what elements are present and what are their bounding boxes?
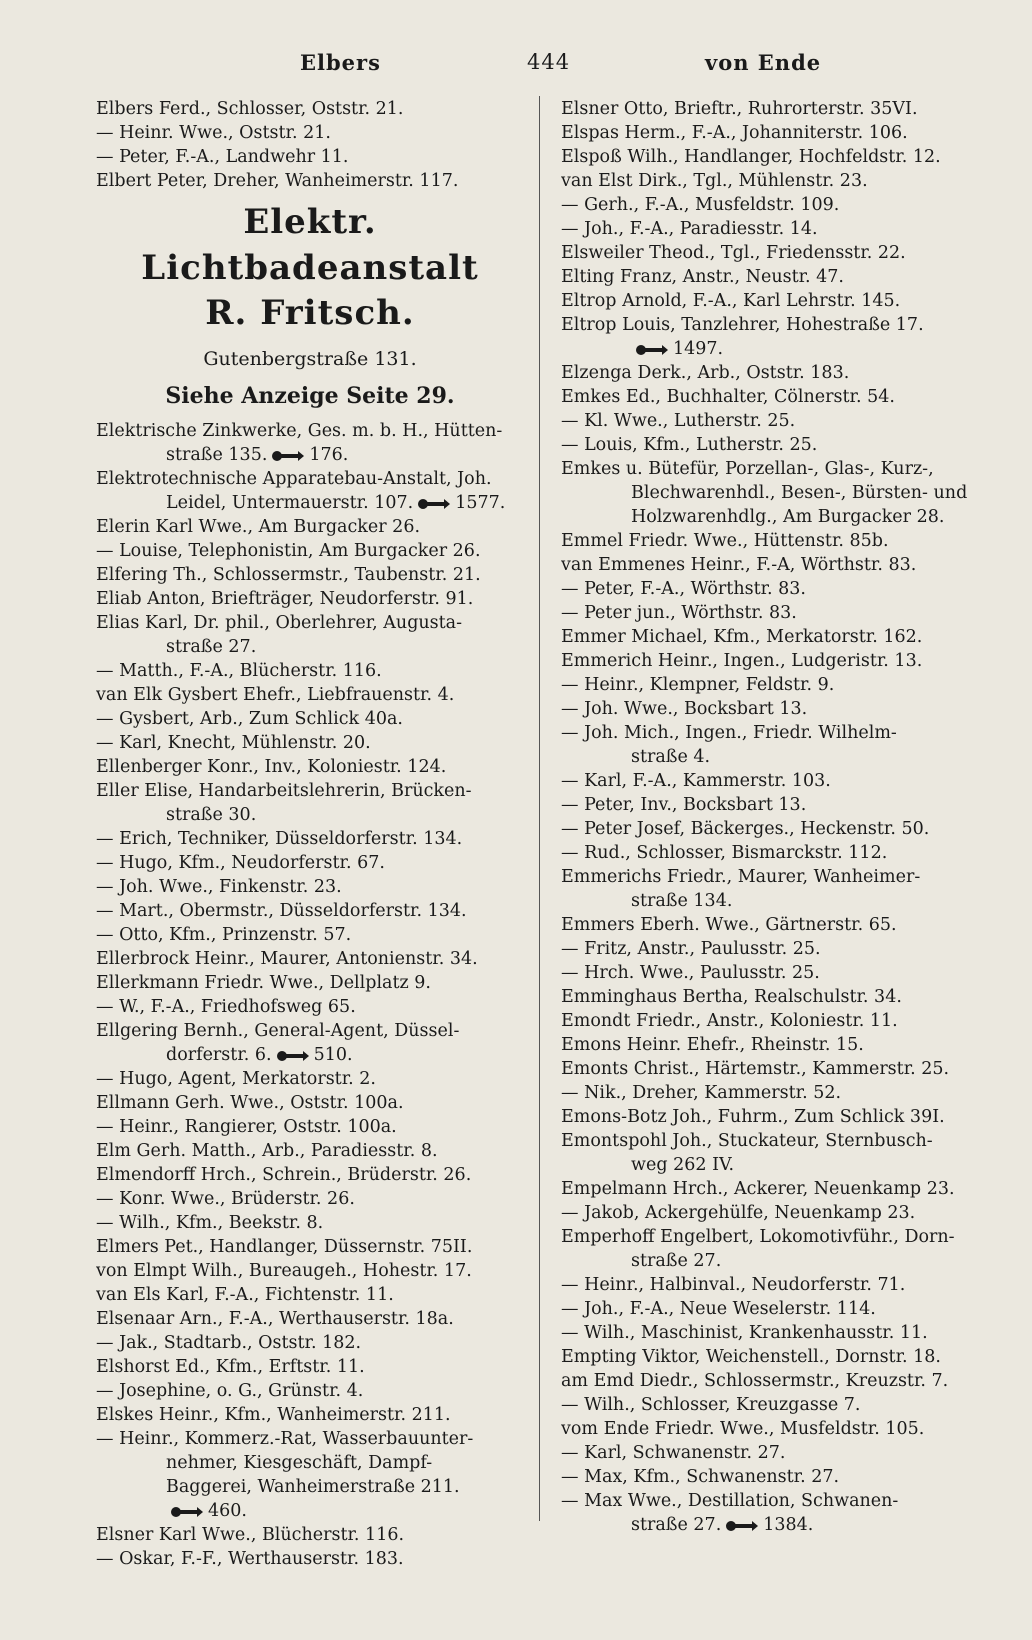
entry-text: van Elst Dirk., Tgl., Mühlenstr. 23.	[561, 171, 868, 191]
entry-continuation: Holzwarenhdlg., Am Burgacker 28.	[631, 507, 945, 527]
telephone-number: 510.	[313, 1045, 353, 1065]
entry-text: Emmerichs Friedr., Maurer, Wanheimer-	[561, 867, 921, 887]
entry-text: — W., F.-A., Friedhofsweg 65.	[96, 997, 356, 1017]
directory-entry	[96, 1211, 524, 1235]
entry-text: Empelmann Hrch., Ackerer, Neuenkamp 23.	[561, 1179, 955, 1199]
directory-entry	[561, 121, 993, 145]
entry-text: Emons-Botz Joh., Fuhrm., Zum Schlick 39I.	[561, 1107, 945, 1127]
directory-entry	[561, 1105, 993, 1129]
entry-text: Elspas Herm., F.-A., Johanniterstr. 106.	[561, 123, 908, 143]
directory-entry	[96, 995, 524, 1019]
page-number: 444	[527, 50, 571, 74]
telephone-icon	[170, 1506, 204, 1518]
entry-text: — Joh., F.-A., Paradiesstr. 14.	[561, 219, 818, 239]
directory-entry	[561, 577, 993, 601]
entry-text: Elbers Ferd., Schlosser, Oststr. 21.	[96, 99, 404, 119]
directory-entry	[561, 1345, 993, 1369]
entry-text: Emons Heinr. Ehefr., Rheinstr. 15.	[561, 1035, 864, 1055]
entry-text: Elbert Peter, Dreher, Wanheimerstr. 117.	[96, 171, 459, 191]
entry-text: — Gysbert, Arb., Zum Schlick 40a.	[96, 709, 403, 729]
telephone-icon	[635, 344, 669, 356]
entry-text: — Matth., F.-A., Blücherstr. 116.	[96, 661, 382, 681]
entry-text: — Joh. Mich., Ingen., Friedr. Wilhelm-	[561, 723, 897, 743]
directory-entry	[96, 1499, 524, 1523]
entry-text: — Gerh., F.-A., Musfeldstr. 109.	[561, 195, 840, 215]
directory-entry	[561, 913, 993, 937]
entry-text: — Joh. Wwe., Bocksbart 13.	[561, 699, 808, 719]
telephone-icon	[271, 450, 305, 462]
directory-entry	[561, 625, 993, 649]
entry-continuation: straße 135. 176.	[166, 445, 349, 465]
directory-entry	[96, 169, 524, 193]
entry-text: — Kl. Wwe., Lutherstr. 25.	[561, 411, 796, 431]
directory-entry	[561, 649, 993, 673]
directory-entry	[561, 1129, 993, 1177]
entry-text: Elektrische Zinkwerke, Ges. m. b. H., Hütten-	[96, 421, 503, 441]
directory-entry	[96, 1355, 524, 1379]
entry-continuation: straße 30.	[166, 805, 257, 825]
entry-text: — Wilh., Kfm., Beekstr. 8.	[96, 1213, 324, 1233]
entry-text: Eller Elise, Handarbeitslehrerin, Brücken-	[96, 781, 472, 801]
directory-entry	[561, 1417, 993, 1441]
telephone-icon	[725, 1520, 759, 1532]
entry-text: Elting Franz, Anstr., Neustr. 47.	[561, 267, 844, 287]
directory-entry	[96, 1163, 524, 1187]
directory-entry	[561, 1009, 993, 1033]
directory-entry	[561, 145, 993, 169]
entry-text: Elspoß Wilh., Handlanger, Hochfeldstr. 12.	[561, 147, 941, 167]
ad-reference: Siehe Anzeige Seite 29.	[165, 383, 455, 409]
telephone-number: 460.	[208, 1501, 247, 1521]
directory-entry	[96, 1523, 524, 1547]
entry-text: van Elk Gysbert Ehefr., Liebfrauenstr. 4.	[96, 685, 455, 705]
entry-continuation: Blechwarenhdl., Besen-, Bürsten- und	[631, 483, 968, 503]
directory-entry	[561, 961, 993, 985]
directory-entry	[561, 1225, 993, 1273]
directory-entry	[96, 121, 524, 145]
directory-entry	[96, 731, 524, 755]
entry-text: — Mart., Obermstr., Düsseldorferstr. 134.	[96, 901, 467, 921]
entry-text: von Elmpt Wilh., Bureaugeh., Hohestr. 17.	[96, 1261, 472, 1281]
entry-text: Elm Gerh. Matth., Arb., Paradiesstr. 8.	[96, 1141, 438, 1161]
entry-text: — Otto, Kfm., Prinzenstr. 57.	[96, 925, 352, 945]
telephone-number: 1577.	[455, 493, 506, 513]
directory-entry	[96, 1475, 524, 1499]
directory-entry	[561, 793, 993, 817]
entry-continuation: straße 27. 1384.	[631, 1515, 814, 1535]
telephone-number: 176.	[309, 445, 349, 465]
entry-text: — Louise, Telephonistin, Am Burgacker 26.	[96, 541, 481, 561]
entry-text: — Konr. Wwe., Brüderstr. 26.	[96, 1189, 355, 1209]
directory-entry	[561, 433, 993, 457]
directory-entry	[561, 1489, 993, 1537]
directory-entry	[96, 1331, 524, 1355]
directory-entry	[561, 1321, 993, 1345]
directory-entry	[561, 265, 993, 289]
directory-entry	[561, 217, 993, 241]
directory-entry	[561, 553, 993, 577]
directory-entry	[96, 659, 524, 683]
entry-text: — Nik., Dreher, Kammerstr. 52.	[561, 1083, 842, 1103]
directory-entry	[561, 1057, 993, 1081]
directory-entry	[561, 1273, 993, 1297]
entry-text: — Peter jun., Wörthstr. 83.	[561, 603, 797, 623]
directory-entry	[561, 1369, 993, 1393]
entry-text: Emminghaus Bertha, Realschulstr. 34.	[561, 987, 902, 1007]
entry-continuation: straße 27.	[166, 637, 257, 657]
directory-entry	[96, 145, 524, 169]
telephone-number: 1384.	[763, 1515, 814, 1535]
entry-text: — Louis, Kfm., Lutherstr. 25.	[561, 435, 818, 455]
entry-text: Ellmann Gerh. Wwe., Oststr. 100a.	[96, 1093, 404, 1113]
left-column	[96, 97, 524, 1571]
entry-continuation	[561, 337, 993, 361]
directory-entry	[561, 241, 993, 265]
telephone-number: 1497.	[673, 339, 724, 359]
directory-entry	[96, 1019, 524, 1067]
entry-text: — Erich, Techniker, Düsseldorferstr. 134.	[96, 829, 463, 849]
directory-entry	[561, 289, 993, 313]
entry-text: Elshorst Ed., Kfm., Erftstr. 11.	[96, 1357, 365, 1377]
directory-entry	[561, 721, 993, 769]
directory-entry	[96, 97, 524, 121]
directory-entry	[96, 1067, 524, 1091]
entry-continuation: nehmer, Kiesgeschäft, Dampf-	[166, 1453, 433, 1473]
entry-text: — Heinr., Kommerz.-Rat, Wasserbauunter-	[96, 1429, 474, 1449]
directory-entry	[96, 827, 524, 851]
ad-title: Elektr. Lichtbadeanstalt	[141, 202, 479, 288]
directory-entry	[561, 457, 993, 505]
left-column-top-entries	[96, 97, 524, 193]
entry-text: Ellerbrock Heinr., Maurer, Antonienstr. 34.	[96, 949, 478, 969]
entry-text: Emondt Friedr., Anstr., Koloniestr. 11.	[561, 1011, 898, 1031]
directory-entry	[96, 875, 524, 899]
directory-entry	[96, 899, 524, 923]
entry-text: Emmel Friedr. Wwe., Hüttenstr. 85b.	[561, 531, 889, 551]
entry-text: — Peter, Inv., Bocksbart 13.	[561, 795, 807, 815]
directory-entry	[561, 193, 993, 217]
entry-text: — Jak., Stadtarb., Oststr. 182.	[96, 1333, 362, 1353]
directory-entry	[96, 563, 524, 587]
directory-entry	[561, 169, 993, 193]
entry-text: Emonts Christ., Härtemstr., Kammerstr. 25.	[561, 1059, 950, 1079]
entry-text: — Joh. Wwe., Finkenstr. 23.	[96, 877, 342, 897]
directory-entry	[561, 673, 993, 697]
entry-text: Elmers Pet., Handlanger, Düssernstr. 75II.	[96, 1237, 473, 1257]
directory-entry	[96, 1187, 524, 1211]
directory-entry	[561, 1297, 993, 1321]
entry-text: — Hugo, Kfm., Neudorferstr. 67.	[96, 853, 385, 873]
entry-text: Eliab Anton, Briefträger, Neudorferstr. 91.	[96, 589, 474, 609]
entry-text: Elmendorff Hrch., Schrein., Brüderstr. 26.	[96, 1165, 472, 1185]
telephone-icon	[276, 1050, 310, 1062]
directory-entry	[561, 985, 993, 1009]
directory-entry	[96, 971, 524, 995]
directory-entry	[96, 683, 524, 707]
directory-entry	[96, 539, 524, 563]
entry-text: — Peter, F.-A., Landwehr 11.	[96, 147, 349, 167]
entry-text: Emperhoff Engelbert, Lokomotivführ., Dorn-	[561, 1227, 955, 1247]
entry-text: — Peter Josef, Bäckerges., Heckenstr. 50.	[561, 819, 930, 839]
entry-text: — Wilh., Schlosser, Kreuzgasse 7.	[561, 1395, 861, 1415]
entry-text: — Josephine, o. G., Grünstr. 4.	[96, 1381, 364, 1401]
entry-text: — Heinr., Klempner, Feldstr. 9.	[561, 675, 835, 695]
entry-text: Elsenaar Arn., F.-A., Werthauserstr. 18a.	[96, 1309, 454, 1329]
entry-text: — Rud., Schlosser, Bismarckstr. 112.	[561, 843, 888, 863]
entry-text: Elias Karl, Dr. phil., Oberlehrer, Augusta-	[96, 613, 463, 633]
entry-text: van Els Karl, F.-A., Fichtenstr. 11.	[96, 1285, 394, 1305]
entry-text: Elzenga Derk., Arb., Oststr. 183.	[561, 363, 850, 383]
entry-continuation: weg 262 IV.	[631, 1155, 735, 1175]
entry-text: Empting Viktor, Weichenstell., Dornstr. 18.	[561, 1347, 941, 1367]
entry-text: Ellerkmann Friedr. Wwe., Dellplatz 9.	[96, 973, 431, 993]
column-divider	[539, 96, 540, 1521]
directory-entry	[561, 505, 993, 529]
entry-text: Elsweiler Theod., Tgl., Friedensstr. 22.	[561, 243, 906, 263]
entry-text: Ellgering Bernh., General-Agent, Düssel-	[96, 1021, 460, 1041]
entry-text: — Heinr., Rangierer, Oststr. 100a.	[96, 1117, 397, 1137]
directory-entry	[561, 817, 993, 841]
entry-text: Emmerich Heinr., Ingen., Ludgeristr. 13.	[561, 651, 923, 671]
entry-continuation: dorferstr. 6. 510.	[166, 1045, 353, 1065]
entry-continuation: straße 134.	[631, 891, 733, 911]
ad-address: Gutenbergstraße 131.	[203, 348, 417, 370]
directory-entry	[96, 1115, 524, 1139]
directory-entry	[561, 1393, 993, 1417]
running-head-right: von Ende	[705, 50, 822, 75]
directory-entry	[96, 1259, 524, 1283]
entry-text: — Max, Kfm., Schwanenstr. 27.	[561, 1467, 840, 1487]
directory-entry	[561, 865, 993, 913]
entry-continuation: Leidel, Untermauerstr. 107. 1577.	[166, 493, 506, 513]
directory-entry	[96, 755, 524, 779]
directory-entry	[96, 1547, 524, 1571]
entry-text: Emontspohl Joh., Stuckateur, Sternbusch-	[561, 1131, 933, 1151]
directory-entry	[96, 947, 524, 971]
entry-text: Elsner Otto, Brieftr., Ruhrorterstr. 35VI.	[561, 99, 918, 119]
directory-entry	[561, 97, 993, 121]
directory-entry	[561, 361, 993, 385]
entry-text: — Hrch. Wwe., Paulusstr. 25.	[561, 963, 820, 983]
entry-text: — Fritz, Anstr., Paulusstr. 25.	[561, 939, 821, 959]
directory-entry	[96, 1139, 524, 1163]
directory-entry	[561, 313, 993, 361]
directory-entry	[561, 841, 993, 865]
directory-entry	[96, 1235, 524, 1259]
entry-text: Emmer Michael, Kfm., Merkatorstr. 162.	[561, 627, 923, 647]
directory-entry	[96, 1427, 524, 1475]
entry-text: Elektrotechnische Apparatebau-Anstalt, Joh.	[96, 469, 492, 489]
directory-entry	[96, 1283, 524, 1307]
entry-text: — Karl, Schwanenstr. 27.	[561, 1443, 786, 1463]
entry-text: van Emmenes Heinr., F.-A, Wörthstr. 83.	[561, 555, 917, 575]
directory-entry	[561, 769, 993, 793]
directory-entry	[561, 1465, 993, 1489]
directory-entry	[96, 851, 524, 875]
entry-text: Emmers Eberh. Wwe., Gärtnerstr. 65.	[561, 915, 897, 935]
directory-entry	[96, 1091, 524, 1115]
entry-continuation: straße 4.	[631, 747, 711, 767]
entry-text: Elfering Th., Schlossermstr., Taubenstr. 21.	[96, 565, 481, 585]
entry-continuation	[96, 1499, 524, 1523]
directory-entry	[561, 385, 993, 409]
directory-entry	[96, 611, 524, 659]
left-column-entries	[96, 419, 524, 1571]
entry-text: am Emd Diedr., Schlossermstr., Kreuzstr. 7.	[561, 1371, 949, 1391]
directory-entry	[561, 601, 993, 625]
entry-continuation: straße 27.	[631, 1251, 722, 1271]
entry-text: Emkes Ed., Buchhalter, Cölnerstr. 54.	[561, 387, 895, 407]
advertisement-block	[96, 199, 524, 415]
running-head-left: Elbers	[300, 50, 381, 75]
directory-entry	[96, 1379, 524, 1403]
entry-text: — Heinr. Wwe., Oststr. 21.	[96, 123, 331, 143]
directory-entry	[96, 467, 524, 515]
entry-text: vom Ende Friedr. Wwe., Musfeldstr. 105.	[561, 1419, 925, 1439]
directory-entry	[561, 937, 993, 961]
directory-entry	[96, 419, 524, 467]
ad-name: R. Fritsch.	[205, 293, 415, 333]
directory-entry	[96, 707, 524, 731]
entry-text: — Karl, F.-A., Kammerstr. 103.	[561, 771, 831, 791]
directory-entry	[561, 1441, 993, 1465]
entry-text: — Heinr., Halbinval., Neudorferstr. 71.	[561, 1275, 906, 1295]
directory-entry	[561, 409, 993, 433]
entry-continuation: Baggerei, Wanheimerstraße 211.	[166, 1477, 460, 1497]
directory-entry	[561, 1033, 993, 1057]
entry-text: Emkes u. Bütefür, Porzellan-, Glas-, Kurz-,	[561, 459, 934, 479]
telephone-icon	[417, 498, 451, 510]
entry-text: Ellenberger Konr., Inv., Koloniestr. 124.	[96, 757, 447, 777]
entry-text: — Oskar, F.-F., Werthauserstr. 183.	[96, 1549, 404, 1569]
entry-text: — Jakob, Ackergehülfe, Neuenkamp 23.	[561, 1203, 916, 1223]
directory-entry	[96, 923, 524, 947]
directory-entry	[561, 1177, 993, 1201]
entry-text: Elsner Karl Wwe., Blücherstr. 116.	[96, 1525, 405, 1545]
directory-entry	[96, 1307, 524, 1331]
entry-text: — Wilh., Maschinist, Krankenhausstr. 11.	[561, 1323, 928, 1343]
right-column	[561, 97, 993, 1537]
entry-text: — Peter, F.-A., Wörthstr. 83.	[561, 579, 806, 599]
entry-text: — Joh., F.-A., Neue Weselerstr. 114.	[561, 1299, 876, 1319]
directory-entry	[96, 779, 524, 827]
directory-entry	[561, 697, 993, 721]
entry-text: Elskes Heinr., Kfm., Wanheimerstr. 211.	[96, 1405, 451, 1425]
directory-entry	[561, 1081, 993, 1105]
entry-text: Elerin Karl Wwe., Am Burgacker 26.	[96, 517, 421, 537]
entry-text: — Karl, Knecht, Mühlenstr. 20.	[96, 733, 371, 753]
directory-entry	[561, 1201, 993, 1225]
right-column-entries	[561, 97, 993, 1537]
entry-text: Eltrop Louis, Tanzlehrer, Hohestraße 17.	[561, 315, 924, 335]
directory-entry	[561, 529, 993, 553]
entry-text: — Hugo, Agent, Merkatorstr. 2.	[96, 1069, 376, 1089]
directory-entry	[96, 515, 524, 539]
entry-text: — Max Wwe., Destillation, Schwanen-	[561, 1491, 899, 1511]
directory-entry	[96, 587, 524, 611]
directory-entry	[96, 1403, 524, 1427]
entry-text: Eltrop Arnold, F.-A., Karl Lehrstr. 145.	[561, 291, 901, 311]
